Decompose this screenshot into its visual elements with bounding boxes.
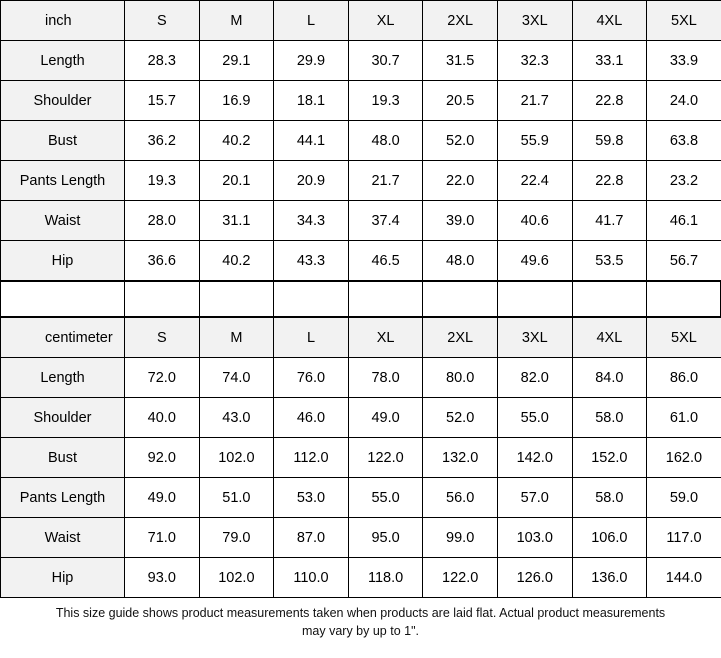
column-header-m: M bbox=[199, 1, 274, 41]
row-label: Length bbox=[1, 41, 125, 81]
cm-table-body bbox=[1, 318, 721, 598]
table-cell: 122.0 bbox=[423, 558, 498, 598]
separator-cell bbox=[422, 281, 497, 317]
table-cell: 48.0 bbox=[423, 241, 498, 281]
table-cell: 87.0 bbox=[274, 518, 349, 558]
table-cell: 28.3 bbox=[125, 41, 200, 81]
table-cell: 110.0 bbox=[274, 558, 349, 598]
table-cell: 49.0 bbox=[348, 398, 423, 438]
table-row bbox=[1, 241, 721, 281]
table-cell: 43.0 bbox=[199, 398, 274, 438]
row-label: Waist bbox=[1, 518, 125, 558]
column-header-s: S bbox=[125, 1, 200, 41]
table-cell: 29.9 bbox=[274, 41, 349, 81]
table-cell: 126.0 bbox=[497, 558, 572, 598]
inch-size-table bbox=[0, 0, 721, 281]
separator-cell bbox=[572, 281, 647, 317]
table-cell: 31.1 bbox=[199, 201, 274, 241]
column-header-xl: XL bbox=[348, 1, 423, 41]
table-cell: 28.0 bbox=[125, 201, 200, 241]
table-cell: 57.0 bbox=[497, 478, 572, 518]
table-cell: 80.0 bbox=[423, 358, 498, 398]
inch-table-body bbox=[1, 1, 721, 281]
column-header-l: L bbox=[274, 1, 349, 41]
table-cell: 20.1 bbox=[199, 161, 274, 201]
column-header-4xl: 4XL bbox=[572, 318, 647, 358]
table-cell: 162.0 bbox=[647, 438, 721, 478]
table-cell: 53.0 bbox=[274, 478, 349, 518]
table-cell: 18.1 bbox=[274, 81, 349, 121]
table-header-row bbox=[1, 318, 721, 358]
column-header-l: L bbox=[274, 318, 349, 358]
table-cell: 16.9 bbox=[199, 81, 274, 121]
table-cell: 84.0 bbox=[572, 358, 647, 398]
row-label: Hip bbox=[1, 558, 125, 598]
table-cell: 22.0 bbox=[423, 161, 498, 201]
table-cell: 74.0 bbox=[199, 358, 274, 398]
table-cell: 53.5 bbox=[572, 241, 647, 281]
table-cell: 33.9 bbox=[647, 41, 721, 81]
table-cell: 103.0 bbox=[497, 518, 572, 558]
column-header-5xl: 5XL bbox=[647, 318, 721, 358]
table-row bbox=[1, 41, 721, 81]
table-cell: 71.0 bbox=[125, 518, 200, 558]
table-cell: 40.2 bbox=[199, 241, 274, 281]
table-cell: 49.6 bbox=[497, 241, 572, 281]
table-cell: 40.2 bbox=[199, 121, 274, 161]
table-cell: 33.1 bbox=[572, 41, 647, 81]
table-cell: 122.0 bbox=[348, 438, 423, 478]
table-cell: 20.9 bbox=[274, 161, 349, 201]
column-header-2xl: 2XL bbox=[423, 318, 498, 358]
table-cell: 117.0 bbox=[647, 518, 721, 558]
table-cell: 22.4 bbox=[497, 161, 572, 201]
table-cell: 19.3 bbox=[125, 161, 200, 201]
table-cell: 78.0 bbox=[348, 358, 423, 398]
separator-cell bbox=[124, 281, 199, 317]
table-cell: 51.0 bbox=[199, 478, 274, 518]
column-header-4xl: 4XL bbox=[572, 1, 647, 41]
table-cell: 55.9 bbox=[497, 121, 572, 161]
inch-unit-label: inch bbox=[1, 1, 125, 41]
table-cell: 72.0 bbox=[125, 358, 200, 398]
table-row bbox=[1, 121, 721, 161]
table-cell: 95.0 bbox=[348, 518, 423, 558]
table-row bbox=[1, 358, 721, 398]
table-cell: 79.0 bbox=[199, 518, 274, 558]
table-cell: 52.0 bbox=[423, 121, 498, 161]
table-header-row bbox=[1, 1, 721, 41]
table-row bbox=[1, 478, 721, 518]
table-cell: 46.1 bbox=[647, 201, 721, 241]
table-cell: 30.7 bbox=[348, 41, 423, 81]
centimeter-size-table bbox=[0, 317, 721, 598]
table-cell: 92.0 bbox=[125, 438, 200, 478]
table-cell: 86.0 bbox=[647, 358, 721, 398]
table-cell: 40.0 bbox=[125, 398, 200, 438]
table-row bbox=[1, 161, 721, 201]
table-cell: 40.6 bbox=[497, 201, 572, 241]
table-row bbox=[1, 81, 721, 121]
table-cell: 99.0 bbox=[423, 518, 498, 558]
table-cell: 31.5 bbox=[423, 41, 498, 81]
table-cell: 56.0 bbox=[423, 478, 498, 518]
table-cell: 82.0 bbox=[497, 358, 572, 398]
table-cell: 55.0 bbox=[497, 398, 572, 438]
table-cell: 56.7 bbox=[647, 241, 721, 281]
table-cell: 20.5 bbox=[423, 81, 498, 121]
table-cell: 152.0 bbox=[572, 438, 647, 478]
table-row bbox=[1, 398, 721, 438]
table-cell: 24.0 bbox=[647, 81, 721, 121]
table-cell: 106.0 bbox=[572, 518, 647, 558]
row-label: Shoulder bbox=[1, 81, 125, 121]
centimeter-unit-label: centimeter bbox=[1, 318, 125, 358]
table-cell: 41.7 bbox=[572, 201, 647, 241]
table-row bbox=[1, 201, 721, 241]
table-cell: 43.3 bbox=[274, 241, 349, 281]
table-cell: 59.0 bbox=[647, 478, 721, 518]
table-cell: 19.3 bbox=[348, 81, 423, 121]
separator-cell bbox=[497, 281, 572, 317]
table-cell: 144.0 bbox=[647, 558, 721, 598]
table-cell: 39.0 bbox=[423, 201, 498, 241]
row-label: Length bbox=[1, 358, 125, 398]
table-cell: 55.0 bbox=[348, 478, 423, 518]
table-cell: 15.7 bbox=[125, 81, 200, 121]
table-cell: 63.8 bbox=[647, 121, 721, 161]
separator-cell bbox=[0, 281, 124, 317]
table-cell: 21.7 bbox=[497, 81, 572, 121]
column-header-3xl: 3XL bbox=[497, 318, 572, 358]
table-cell: 48.0 bbox=[348, 121, 423, 161]
table-cell: 93.0 bbox=[125, 558, 200, 598]
row-label: Waist bbox=[1, 201, 125, 241]
table-cell: 142.0 bbox=[497, 438, 572, 478]
column-header-m: M bbox=[199, 318, 274, 358]
table-cell: 36.6 bbox=[125, 241, 200, 281]
footnote-line-2: may vary by up to 1". bbox=[302, 624, 419, 639]
table-separator-band bbox=[0, 281, 721, 317]
table-cell: 58.0 bbox=[572, 398, 647, 438]
size-guide-footnote bbox=[0, 598, 721, 644]
row-label: Bust bbox=[1, 438, 125, 478]
table-cell: 102.0 bbox=[199, 438, 274, 478]
table-cell: 46.0 bbox=[274, 398, 349, 438]
row-label: Hip bbox=[1, 241, 125, 281]
footnote-line-1: This size guide shows product measurements taken when products are laid flat. Actual product measurements bbox=[55, 606, 666, 620]
row-label: Pants Length bbox=[1, 478, 125, 518]
table-cell: 32.3 bbox=[497, 41, 572, 81]
column-header-xl: XL bbox=[348, 318, 423, 358]
table-cell: 132.0 bbox=[423, 438, 498, 478]
row-label: Pants Length bbox=[1, 161, 125, 201]
table-cell: 118.0 bbox=[348, 558, 423, 598]
table-cell: 61.0 bbox=[647, 398, 721, 438]
table-cell: 59.8 bbox=[572, 121, 647, 161]
separator-cell bbox=[348, 281, 423, 317]
table-cell: 136.0 bbox=[572, 558, 647, 598]
table-cell: 76.0 bbox=[274, 358, 349, 398]
table-cell: 112.0 bbox=[274, 438, 349, 478]
column-header-2xl: 2XL bbox=[423, 1, 498, 41]
table-cell: 46.5 bbox=[348, 241, 423, 281]
table-row bbox=[1, 518, 721, 558]
row-label: Bust bbox=[1, 121, 125, 161]
separator-cell bbox=[199, 281, 274, 317]
table-cell: 37.4 bbox=[348, 201, 423, 241]
table-cell: 22.8 bbox=[572, 161, 647, 201]
table-cell: 29.1 bbox=[199, 41, 274, 81]
table-cell: 34.3 bbox=[274, 201, 349, 241]
table-row bbox=[1, 438, 721, 478]
table-cell: 36.2 bbox=[125, 121, 200, 161]
row-label: Shoulder bbox=[1, 398, 125, 438]
separator-cell bbox=[646, 281, 721, 317]
table-cell: 58.0 bbox=[572, 478, 647, 518]
separator-cell bbox=[273, 281, 348, 317]
table-row bbox=[1, 558, 721, 598]
column-header-5xl: 5XL bbox=[647, 1, 721, 41]
table-cell: 49.0 bbox=[125, 478, 200, 518]
column-header-s: S bbox=[125, 318, 200, 358]
column-header-3xl: 3XL bbox=[497, 1, 572, 41]
table-cell: 44.1 bbox=[274, 121, 349, 161]
table-cell: 22.8 bbox=[572, 81, 647, 121]
table-cell: 23.2 bbox=[647, 161, 721, 201]
table-cell: 21.7 bbox=[348, 161, 423, 201]
table-cell: 102.0 bbox=[199, 558, 274, 598]
table-cell: 52.0 bbox=[423, 398, 498, 438]
